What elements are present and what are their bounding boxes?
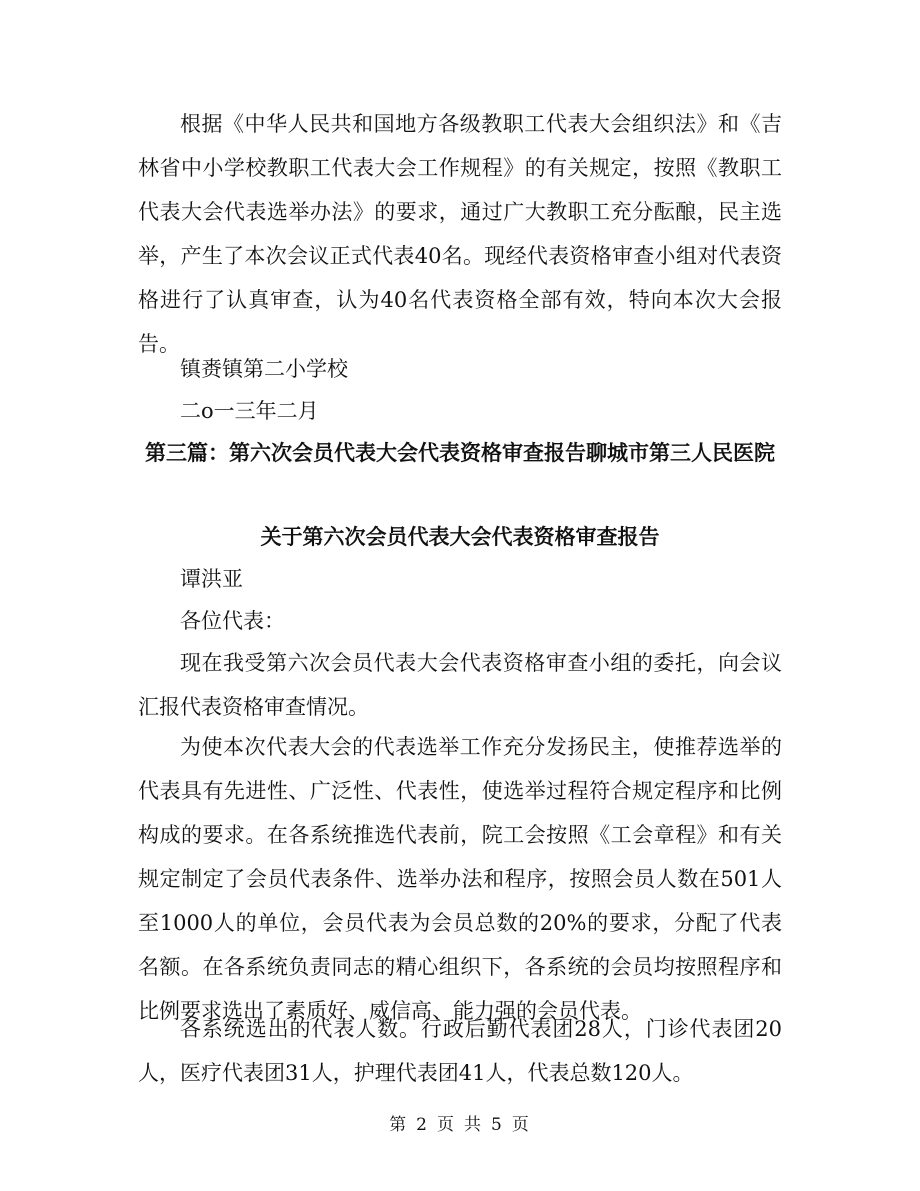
report-author: 谭洪亚	[180, 567, 243, 591]
report-paragraph: 为使本次代表大会的代表选举工作充分发扬民主，使推荐选举的代表具有先进性、广泛性、代表性，使选举过程符合规定程序和比例构成的要求。在各系统推选代表前，院工会按照《工会章程》和有关规定制定了会员代表条件、选举办法和程序，按照会员人数在501人至1000人的单位，会员代表为会员总数的20%的要求，分配了代表名额。在各系统负责同志的精心组织下，各系统的会员均按照程序和比例要求选出了素质好、威信高、能力强的会员代表。	[138, 735, 782, 1023]
signature-organization: 镇赉镇第二小学校	[180, 357, 348, 381]
footer-total-word: 共	[464, 1115, 483, 1135]
signature-date: 二o一三年二月	[180, 399, 319, 423]
report-salutation: 各位代表：	[180, 609, 285, 633]
section-heading: 第三篇：第六次会员代表大会代表资格审查报告聊城市第三人民医院	[145, 440, 775, 465]
footer-current-page: 2	[416, 1115, 429, 1135]
report-paragraph: 现在我受第六次会员代表大会代表资格审查小组的委托，向会议汇报代表资格审查情况。	[138, 651, 782, 719]
footer-suffix: 页	[511, 1115, 531, 1135]
page-footer	[0, 1110, 920, 1135]
footer-total-pages: 5	[491, 1115, 504, 1135]
footer-prefix: 第	[389, 1115, 409, 1135]
footer-page-word: 页	[437, 1115, 456, 1135]
intro-paragraph: 根据《中华人民共和国地方各级教职工代表大会组织法》和《吉林省中小学校教职工代表大会工作规程》的有关规定，按照《教职工代表大会代表选举办法》的要求，通过广大教职工充分酝酿，民主选举，产生了本次会议正式代表40名。现经代表资格审查小组对代表资格进行了认真审查，认为40名代表资格全部有效，特向本次大会报告。	[138, 112, 782, 356]
report-paragraph: 各系统选出的代表人数。行政后勤代表团28人，门诊代表团20人，医疗代表团31人，护理代表团41人，代表总数120人。	[138, 1017, 782, 1085]
report-title: 关于第六次会员代表大会代表资格审查报告	[260, 524, 660, 549]
